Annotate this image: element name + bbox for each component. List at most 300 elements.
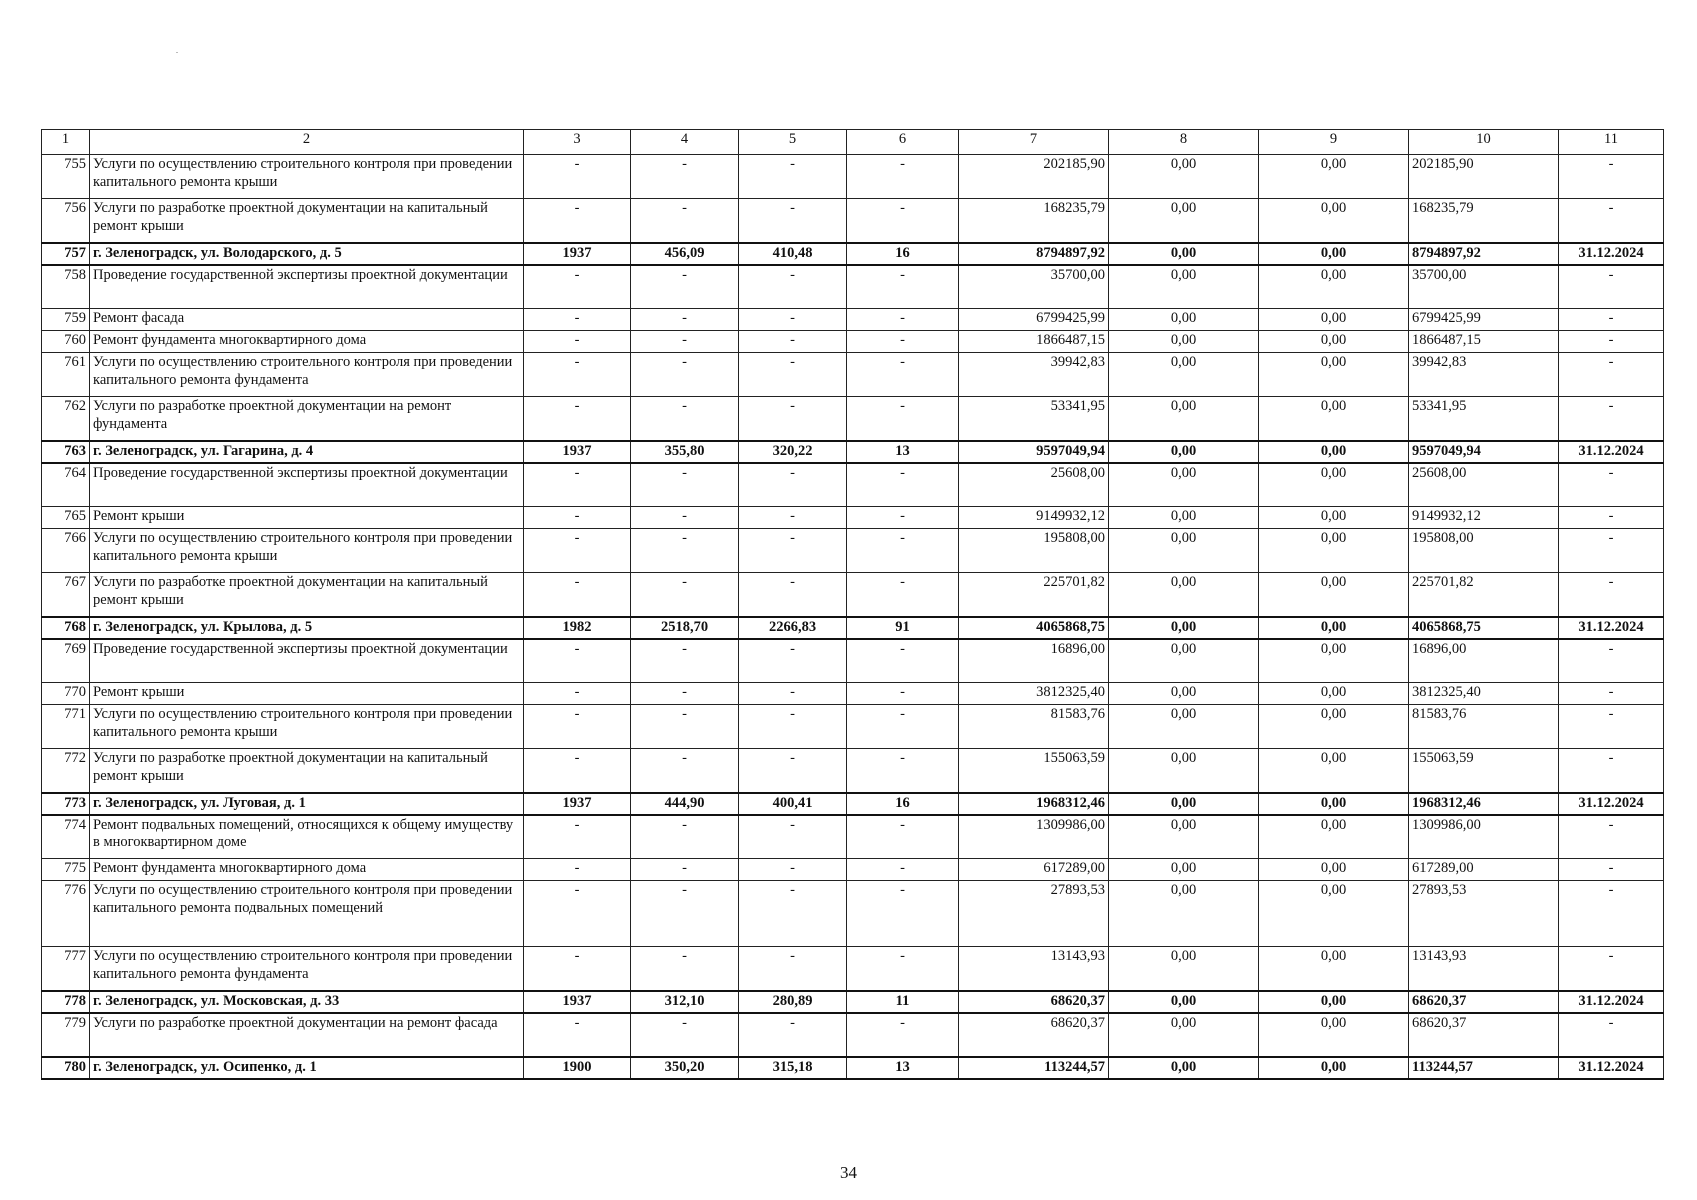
year-built: - (524, 705, 631, 749)
residents: - (847, 573, 959, 617)
total-cost: 617289,00 (959, 859, 1109, 881)
total-area: - (631, 155, 739, 199)
work-item-row (42, 1013, 1664, 1057)
row-number: 760 (42, 331, 90, 353)
regional-funds: 0,00 (1259, 683, 1409, 705)
address-row (42, 793, 1664, 815)
living-area: - (739, 309, 847, 331)
total-area: - (631, 463, 739, 507)
total-area: - (631, 353, 739, 397)
work-item-row (42, 265, 1664, 309)
total-cost: 9597049,94 (959, 441, 1109, 463)
federal-funds: 0,00 (1109, 397, 1259, 441)
owner-funds: 155063,59 (1409, 749, 1559, 793)
owner-funds: 168235,79 (1409, 199, 1559, 243)
federal-funds: 0,00 (1109, 507, 1259, 529)
completion-date: - (1559, 705, 1664, 749)
living-area: - (739, 859, 847, 881)
regional-funds: 0,00 (1259, 991, 1409, 1013)
residents: 91 (847, 617, 959, 639)
total-cost: 168235,79 (959, 199, 1109, 243)
completion-date: - (1559, 265, 1664, 309)
federal-funds: 0,00 (1109, 639, 1259, 683)
completion-date: - (1559, 309, 1664, 331)
living-area: - (739, 353, 847, 397)
owner-funds: 68620,37 (1409, 991, 1559, 1013)
total-cost: 195808,00 (959, 529, 1109, 573)
address-row (42, 1057, 1664, 1079)
page-number: 34 (840, 1163, 857, 1182)
row-number: 771 (42, 705, 90, 749)
year-built: - (524, 309, 631, 331)
total-area: - (631, 397, 739, 441)
federal-funds: 0,00 (1109, 617, 1259, 639)
total-cost: 225701,82 (959, 573, 1109, 617)
year-built: - (524, 397, 631, 441)
row-name: Проведение государственной экспертизы проектной документации (90, 639, 524, 683)
regional-funds: 0,00 (1259, 1057, 1409, 1079)
year-built: - (524, 683, 631, 705)
year-built: - (524, 749, 631, 793)
row-name: Услуги по разработке проектной документации на ремонт фундамента (90, 397, 524, 441)
completion-date: - (1559, 507, 1664, 529)
year-built: - (524, 639, 631, 683)
living-area: 280,89 (739, 991, 847, 1013)
work-item-row (42, 507, 1664, 529)
owner-funds: 617289,00 (1409, 859, 1559, 881)
regional-funds: 0,00 (1259, 309, 1409, 331)
regional-funds: 0,00 (1259, 749, 1409, 793)
year-built: - (524, 265, 631, 309)
residents: 11 (847, 991, 959, 1013)
document-table-wrapper (41, 129, 1664, 1080)
year-built: - (524, 155, 631, 199)
total-area: - (631, 815, 739, 859)
total-cost: 9149932,12 (959, 507, 1109, 529)
living-area: - (739, 749, 847, 793)
owner-funds: 195808,00 (1409, 529, 1559, 573)
owner-funds: 53341,95 (1409, 397, 1559, 441)
total-area: - (631, 331, 739, 353)
owner-funds: 16896,00 (1409, 639, 1559, 683)
federal-funds: 0,00 (1109, 815, 1259, 859)
residents: - (847, 353, 959, 397)
federal-funds: 0,00 (1109, 705, 1259, 749)
row-number: 773 (42, 793, 90, 815)
living-area: - (739, 199, 847, 243)
row-name: Проведение государственной экспертизы проектной документации (90, 265, 524, 309)
row-number: 769 (42, 639, 90, 683)
row-number: 766 (42, 529, 90, 573)
residents: - (847, 309, 959, 331)
year-built: - (524, 199, 631, 243)
completion-date: - (1559, 331, 1664, 353)
total-area: - (631, 639, 739, 683)
regional-funds: 0,00 (1259, 397, 1409, 441)
total-area: - (631, 529, 739, 573)
work-item-row (42, 199, 1664, 243)
year-built: 1937 (524, 991, 631, 1013)
completion-date: - (1559, 1013, 1664, 1057)
living-area: - (739, 155, 847, 199)
row-name: г. Зеленоградск, ул. Луговая, д. 1 (90, 793, 524, 815)
col-header-10: 10 (1409, 130, 1559, 155)
row-number: 756 (42, 199, 90, 243)
row-number: 763 (42, 441, 90, 463)
living-area: - (739, 815, 847, 859)
residents: 16 (847, 793, 959, 815)
federal-funds: 0,00 (1109, 793, 1259, 815)
completion-date: - (1559, 529, 1664, 573)
col-header-4: 4 (631, 130, 739, 155)
address-row (42, 617, 1664, 639)
regional-funds: 0,00 (1259, 331, 1409, 353)
total-cost: 1968312,46 (959, 793, 1109, 815)
address-row (42, 441, 1664, 463)
row-name: Услуги по осуществлению строительного контроля при проведении капитального ремонта фундамента (90, 947, 524, 991)
owner-funds: 35700,00 (1409, 265, 1559, 309)
completion-date: 31.12.2024 (1559, 991, 1664, 1013)
federal-funds: 0,00 (1109, 573, 1259, 617)
total-area: 312,10 (631, 991, 739, 1013)
row-number: 767 (42, 573, 90, 617)
total-area: - (631, 947, 739, 991)
row-number: 758 (42, 265, 90, 309)
col-header-6: 6 (847, 130, 959, 155)
row-number: 770 (42, 683, 90, 705)
regional-funds: 0,00 (1259, 463, 1409, 507)
row-name: Услуги по осуществлению строительного контроля при проведении капитального ремонта подвальных помещений (90, 881, 524, 947)
federal-funds: 0,00 (1109, 859, 1259, 881)
residents: - (847, 1013, 959, 1057)
work-item-row (42, 155, 1664, 199)
row-number: 779 (42, 1013, 90, 1057)
total-cost: 8794897,92 (959, 243, 1109, 265)
row-name: г. Зеленоградск, ул. Осипенко, д. 1 (90, 1057, 524, 1079)
regional-funds: 0,00 (1259, 859, 1409, 881)
total-cost: 81583,76 (959, 705, 1109, 749)
living-area: - (739, 397, 847, 441)
completion-date: - (1559, 397, 1664, 441)
work-item-row (42, 683, 1664, 705)
row-name: Ремонт крыши (90, 507, 524, 529)
living-area: - (739, 947, 847, 991)
owner-funds: 225701,82 (1409, 573, 1559, 617)
year-built: - (524, 353, 631, 397)
federal-funds: 0,00 (1109, 265, 1259, 309)
row-name: Услуги по разработке проектной документации на капитальный ремонт крыши (90, 573, 524, 617)
row-number: 775 (42, 859, 90, 881)
residents: - (847, 881, 959, 947)
total-cost: 1309986,00 (959, 815, 1109, 859)
federal-funds: 0,00 (1109, 529, 1259, 573)
living-area: - (739, 1013, 847, 1057)
row-name: Услуги по осуществлению строительного контроля при проведении капитального ремонта фундамента (90, 353, 524, 397)
total-area: - (631, 705, 739, 749)
address-row (42, 243, 1664, 265)
work-item-row (42, 331, 1664, 353)
total-cost: 68620,37 (959, 991, 1109, 1013)
completion-date: - (1559, 573, 1664, 617)
row-number: 764 (42, 463, 90, 507)
residents: - (847, 859, 959, 881)
federal-funds: 0,00 (1109, 353, 1259, 397)
federal-funds: 0,00 (1109, 683, 1259, 705)
completion-date: - (1559, 639, 1664, 683)
living-area: - (739, 639, 847, 683)
work-item-row (42, 749, 1664, 793)
year-built: - (524, 881, 631, 947)
living-area: 400,41 (739, 793, 847, 815)
year-built: 1900 (524, 1057, 631, 1079)
work-item-row (42, 947, 1664, 991)
scan-speck (176, 52, 178, 53)
residents: - (847, 749, 959, 793)
federal-funds: 0,00 (1109, 1057, 1259, 1079)
completion-date: 31.12.2024 (1559, 1057, 1664, 1079)
living-area: 315,18 (739, 1057, 847, 1079)
residents: - (847, 265, 959, 309)
total-cost: 39942,83 (959, 353, 1109, 397)
completion-date: - (1559, 199, 1664, 243)
completion-date: 31.12.2024 (1559, 793, 1664, 815)
year-built: - (524, 815, 631, 859)
total-area: - (631, 1013, 739, 1057)
owner-funds: 39942,83 (1409, 353, 1559, 397)
residents: - (847, 463, 959, 507)
regional-funds: 0,00 (1259, 639, 1409, 683)
row-name: Услуги по разработке проектной документации на капитальный ремонт крыши (90, 749, 524, 793)
regional-funds: 0,00 (1259, 705, 1409, 749)
col-header-9: 9 (1259, 130, 1409, 155)
regional-funds: 0,00 (1259, 815, 1409, 859)
col-header-7: 7 (959, 130, 1109, 155)
federal-funds: 0,00 (1109, 441, 1259, 463)
regional-funds: 0,00 (1259, 265, 1409, 309)
residents: - (847, 529, 959, 573)
col-header-2: 2 (90, 130, 524, 155)
completion-date: 31.12.2024 (1559, 617, 1664, 639)
federal-funds: 0,00 (1109, 991, 1259, 1013)
regional-funds: 0,00 (1259, 199, 1409, 243)
total-cost: 25608,00 (959, 463, 1109, 507)
regional-funds: 0,00 (1259, 881, 1409, 947)
completion-date: - (1559, 683, 1664, 705)
row-name: Услуги по осуществлению строительного контроля при проведении капитального ремонта крыши (90, 155, 524, 199)
federal-funds: 0,00 (1109, 331, 1259, 353)
col-header-1: 1 (42, 130, 90, 155)
living-area: - (739, 683, 847, 705)
federal-funds: 0,00 (1109, 463, 1259, 507)
total-area: - (631, 199, 739, 243)
year-built: 1937 (524, 243, 631, 265)
living-area: - (739, 463, 847, 507)
row-name: Проведение государственной экспертизы проектной документации (90, 463, 524, 507)
year-built: - (524, 507, 631, 529)
work-item-row (42, 639, 1664, 683)
work-item-row (42, 463, 1664, 507)
total-cost: 202185,90 (959, 155, 1109, 199)
row-number: 776 (42, 881, 90, 947)
total-area: 350,20 (631, 1057, 739, 1079)
total-cost: 27893,53 (959, 881, 1109, 947)
federal-funds: 0,00 (1109, 309, 1259, 331)
owner-funds: 1866487,15 (1409, 331, 1559, 353)
owner-funds: 1968312,46 (1409, 793, 1559, 815)
row-name: г. Зеленоградск, ул. Володарского, д. 5 (90, 243, 524, 265)
living-area: 2266,83 (739, 617, 847, 639)
work-item-row (42, 309, 1664, 331)
row-name: Услуги по осуществлению строительного контроля при проведении капитального ремонта крыши (90, 705, 524, 749)
year-built: - (524, 463, 631, 507)
total-area: - (631, 309, 739, 331)
row-name: Ремонт подвальных помещений, относящихся к общему имуществу в многоквартирном доме (90, 815, 524, 859)
row-number: 778 (42, 991, 90, 1013)
residents: - (847, 705, 959, 749)
year-built: - (524, 1013, 631, 1057)
residents: - (847, 199, 959, 243)
residents: - (847, 639, 959, 683)
total-cost: 68620,37 (959, 1013, 1109, 1057)
owner-funds: 1309986,00 (1409, 815, 1559, 859)
total-cost: 3812325,40 (959, 683, 1109, 705)
federal-funds: 0,00 (1109, 1013, 1259, 1057)
row-number: 765 (42, 507, 90, 529)
work-item-row (42, 573, 1664, 617)
owner-funds: 9597049,94 (1409, 441, 1559, 463)
regional-funds: 0,00 (1259, 507, 1409, 529)
regional-funds: 0,00 (1259, 617, 1409, 639)
owner-funds: 202185,90 (1409, 155, 1559, 199)
row-name: г. Зеленоградск, ул. Гагарина, д. 4 (90, 441, 524, 463)
row-name: г. Зеленоградск, ул. Московская, д. 33 (90, 991, 524, 1013)
owner-funds: 3812325,40 (1409, 683, 1559, 705)
row-number: 757 (42, 243, 90, 265)
total-cost: 155063,59 (959, 749, 1109, 793)
completion-date: - (1559, 859, 1664, 881)
federal-funds: 0,00 (1109, 947, 1259, 991)
living-area: - (739, 265, 847, 309)
row-name: г. Зеленоградск, ул. Крылова, д. 5 (90, 617, 524, 639)
total-area: 355,80 (631, 441, 739, 463)
address-row (42, 991, 1664, 1013)
owner-funds: 13143,93 (1409, 947, 1559, 991)
federal-funds: 0,00 (1109, 155, 1259, 199)
residents: 13 (847, 1057, 959, 1079)
owner-funds: 25608,00 (1409, 463, 1559, 507)
owner-funds: 113244,57 (1409, 1057, 1559, 1079)
total-area: - (631, 859, 739, 881)
work-item-row (42, 815, 1664, 859)
row-name: Услуги по разработке проектной документации на капитальный ремонт крыши (90, 199, 524, 243)
residents: - (847, 815, 959, 859)
residents: - (847, 155, 959, 199)
residents: 16 (847, 243, 959, 265)
total-area: - (631, 683, 739, 705)
total-cost: 6799425,99 (959, 309, 1109, 331)
work-item-row (42, 529, 1664, 573)
federal-funds: 0,00 (1109, 243, 1259, 265)
completion-date: - (1559, 749, 1664, 793)
residents: - (847, 507, 959, 529)
federal-funds: 0,00 (1109, 749, 1259, 793)
total-area: - (631, 507, 739, 529)
completion-date: - (1559, 881, 1664, 947)
total-cost: 16896,00 (959, 639, 1109, 683)
table-body (42, 155, 1664, 1079)
total-cost: 4065868,75 (959, 617, 1109, 639)
work-item-row (42, 397, 1664, 441)
work-item-row (42, 353, 1664, 397)
completion-date: 31.12.2024 (1559, 243, 1664, 265)
residents: - (847, 947, 959, 991)
residents: - (847, 397, 959, 441)
col-header-5: 5 (739, 130, 847, 155)
living-area: - (739, 881, 847, 947)
year-built: - (524, 573, 631, 617)
work-item-row (42, 705, 1664, 749)
residents: - (847, 683, 959, 705)
total-area: - (631, 573, 739, 617)
regional-funds: 0,00 (1259, 947, 1409, 991)
owner-funds: 81583,76 (1409, 705, 1559, 749)
total-cost: 1866487,15 (959, 331, 1109, 353)
total-cost: 113244,57 (959, 1057, 1109, 1079)
living-area: - (739, 507, 847, 529)
regional-funds: 0,00 (1259, 353, 1409, 397)
year-built: - (524, 859, 631, 881)
row-number: 772 (42, 749, 90, 793)
federal-funds: 0,00 (1109, 881, 1259, 947)
column-number-row (42, 130, 1664, 155)
owner-funds: 6799425,99 (1409, 309, 1559, 331)
residents: 13 (847, 441, 959, 463)
regional-funds: 0,00 (1259, 573, 1409, 617)
col-header-8: 8 (1109, 130, 1259, 155)
year-built: 1982 (524, 617, 631, 639)
row-name: Ремонт фундамента многоквартирного дома (90, 859, 524, 881)
year-built: 1937 (524, 441, 631, 463)
completion-date: - (1559, 463, 1664, 507)
row-number: 759 (42, 309, 90, 331)
row-name: Услуги по разработке проектной документации на ремонт фасада (90, 1013, 524, 1057)
total-cost: 13143,93 (959, 947, 1109, 991)
regional-funds: 0,00 (1259, 155, 1409, 199)
total-cost: 53341,95 (959, 397, 1109, 441)
completion-date: - (1559, 353, 1664, 397)
living-area: 410,48 (739, 243, 847, 265)
total-cost: 35700,00 (959, 265, 1109, 309)
row-name: Услуги по осуществлению строительного контроля при проведении капитального ремонта крыши (90, 529, 524, 573)
owner-funds: 27893,53 (1409, 881, 1559, 947)
year-built: 1937 (524, 793, 631, 815)
total-area: - (631, 265, 739, 309)
row-number: 774 (42, 815, 90, 859)
living-area: 320,22 (739, 441, 847, 463)
living-area: - (739, 705, 847, 749)
completion-date: - (1559, 155, 1664, 199)
row-number: 768 (42, 617, 90, 639)
regional-funds: 0,00 (1259, 529, 1409, 573)
residents: - (847, 331, 959, 353)
living-area: - (739, 529, 847, 573)
owner-funds: 4065868,75 (1409, 617, 1559, 639)
total-area: - (631, 881, 739, 947)
total-area: 456,09 (631, 243, 739, 265)
year-built: - (524, 331, 631, 353)
row-name: Ремонт крыши (90, 683, 524, 705)
regional-funds: 0,00 (1259, 243, 1409, 265)
